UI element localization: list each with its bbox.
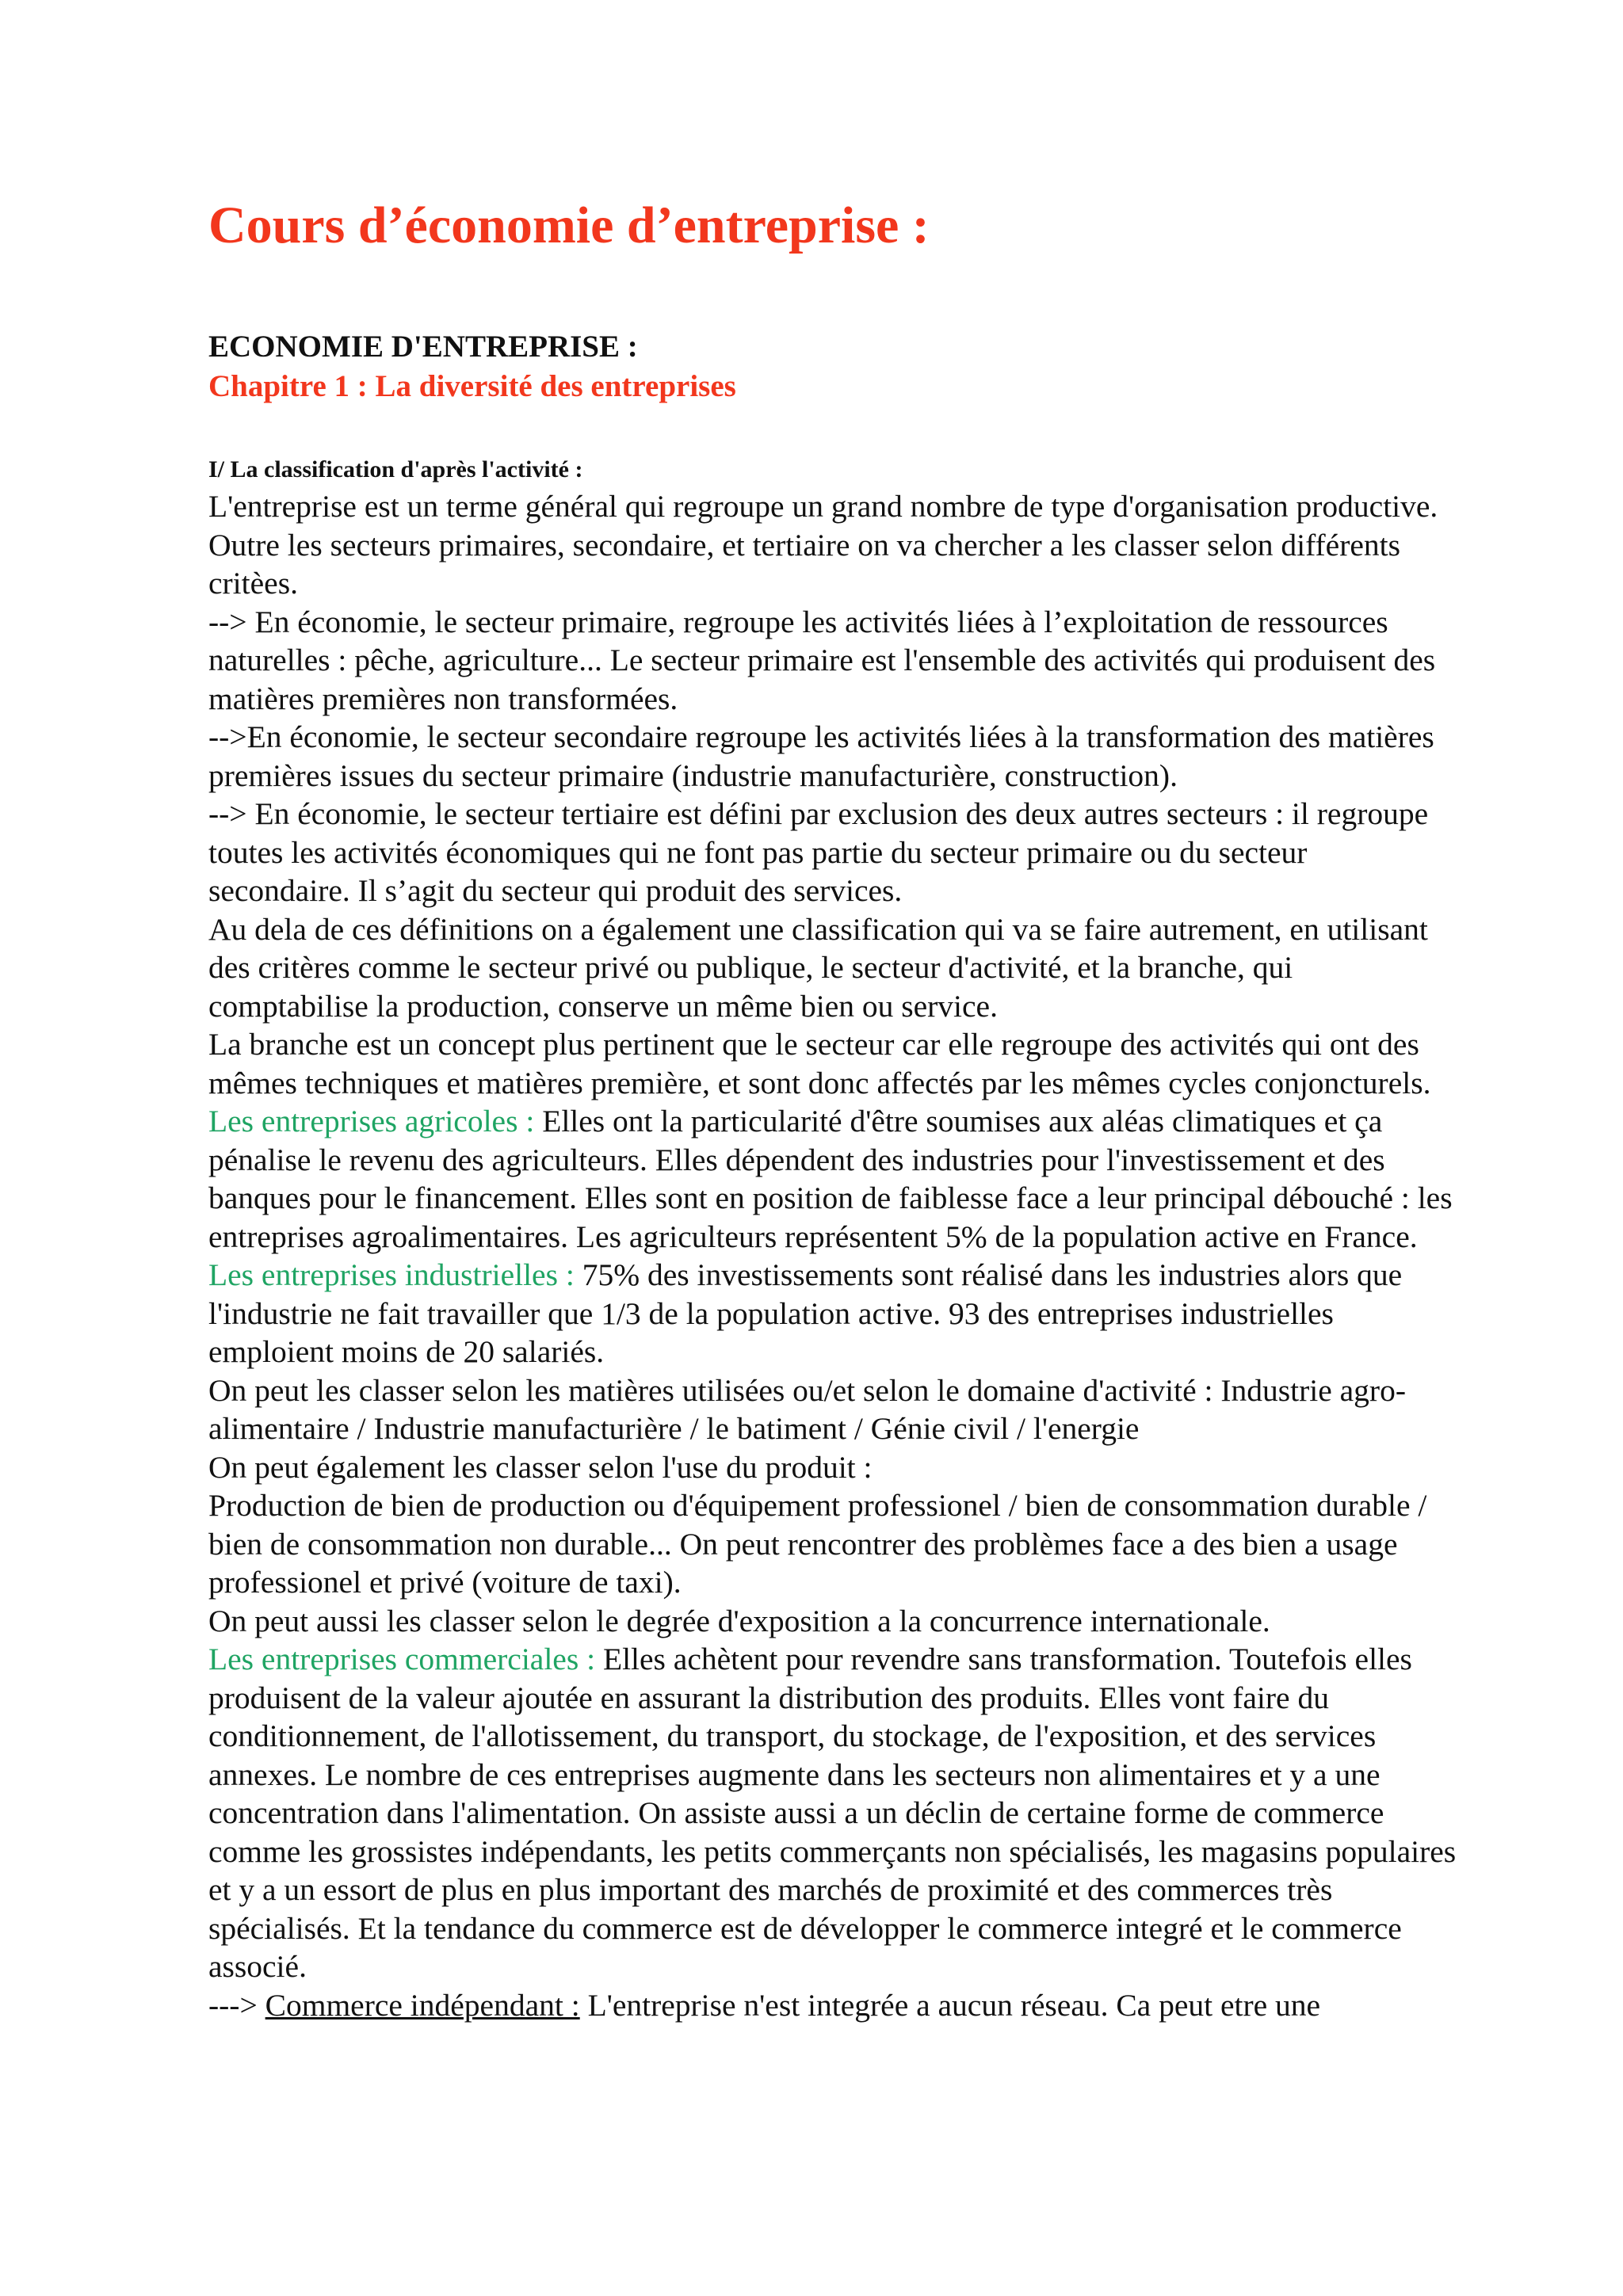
- industrielles-label: Les entreprises industrielles :: [208, 1257, 575, 1292]
- subheading-classification: I/ La classification d'après l'activité :: [208, 456, 583, 482]
- commerciales-text: Elles achètent pour revendre sans transformation. Toutefois elles produisent de la valeur ajoutée en assurant la distribution des produits. Elles vont faire du conditionnement, de l'allotissement, du transport, du stockage, de l'exposition, et des services annexes. Le nombre de ces entreprises augmente dans les secteurs non alimentaires et y a une concentration dans l'alimentation. On assiste aussi a un déclin de certaine forme de commerce comme les grossistes indépendants, les petits commerçants non spécialisés, les magasins populaires et y a un essort de plus en plus important des marchés de proximité et des commerces très spécialisés. Et la tendance du commerce est de développer le commerce integré et le commerce associé.: [208, 1642, 1457, 1984]
- agricoles-label: Les entreprises agricoles :: [208, 1104, 535, 1138]
- commerciales-label: Les entreprises commerciales :: [208, 1642, 596, 1676]
- section-heading: ECONOMIE D'ENTREPRISE :: [208, 330, 638, 364]
- industrielles-text: 75% des investissements sont réalisé dans les industries alors que l'industrie ne fait travailler que 1/3 de la population active. 93 des entreprises industrielles emploient moins de 20 salariés. On peut les classer selon les matières utilisées ou/et selon le domaine d'activité : Industrie agro-alimentaire / Industrie manufacturière / le batiment / Génie civil / l'energie On peut également les classer selon l'use du produit : Production de bien de production ou d'équipement professionel / bien de consommation durable / bien de consommation non durable... On peut rencontrer des problèmes face a des bien a usage professionel et privé (voiture de taxi). On peut aussi les classer selon le degrée d'exposition a la concurrence internationale.: [208, 1257, 1427, 1638]
- commerce-independant-text: L'entreprise n'est integrée a aucun réseau. Ca peut etre une: [579, 1987, 1321, 2023]
- commerce-independant-paragraph: [208, 1986, 1457, 2025]
- agricoles-paragraph: [208, 1102, 1457, 1256]
- commerciales-paragraph: [208, 1640, 1457, 1986]
- intro-paragraph: L'entreprise est un terme général qui regroupe un grand nombre de type d'organisation productive. Outre les secteurs primaires, secondaire, et tertiaire on va chercher a les classer selon différents critèes. --> En économie, le secteur primaire, regroupe les activités liées à l’exploitation de ressources naturelles : pêche, agriculture... Le secteur primaire est l'ensemble des activités qui produisent des matières premières non transformées. -->En économie, le secteur secondaire regroupe les activités liées à la transformation des matières premières issues du secteur primaire (industrie manufacturière, construction). --> En économie, le secteur tertiaire est défini par exclusion des deux autres secteurs : il regroupe toutes les activités économiques qui ne font pas partie du secteur primaire ou du secteur secondaire. Il s’agit du secteur qui produit des services. Au dela de ces définitions on a également une classification qui va se faire autrement, en utilisant des critères comme le secteur privé ou publique, le secteur d'activité, et la branche, qui comptabilise la production, conserve un même bien ou service. La branche est un concept plus pertinent que le secteur car elle regroupe des activités qui ont des mêmes techniques et matières première, et sont donc affectés par les mêmes cycles conjoncturels.: [208, 489, 1438, 1100]
- industrielles-paragraph: [208, 1256, 1457, 1640]
- document-title: Cours d’économie d’entreprise :: [208, 196, 930, 254]
- chapter-heading: Chapitre 1 : La diversité des entreprises: [208, 369, 736, 403]
- agricoles-text: Elles ont la particularité d'être soumises aux aléas climatiques et ça pénalise le revenu des agriculteurs. Elles dépendent des industries pour l'investissement et des banques pour le financement. Elles sont en position de faiblesse face a leur principal débouché : les entreprises agroalimentaires. Les agriculteurs représentent 5% de la population active en France.: [208, 1104, 1453, 1254]
- arrow-prefix: --->: [208, 1987, 265, 2023]
- commerce-independant-label: Commerce indépendant :: [265, 1987, 580, 2023]
